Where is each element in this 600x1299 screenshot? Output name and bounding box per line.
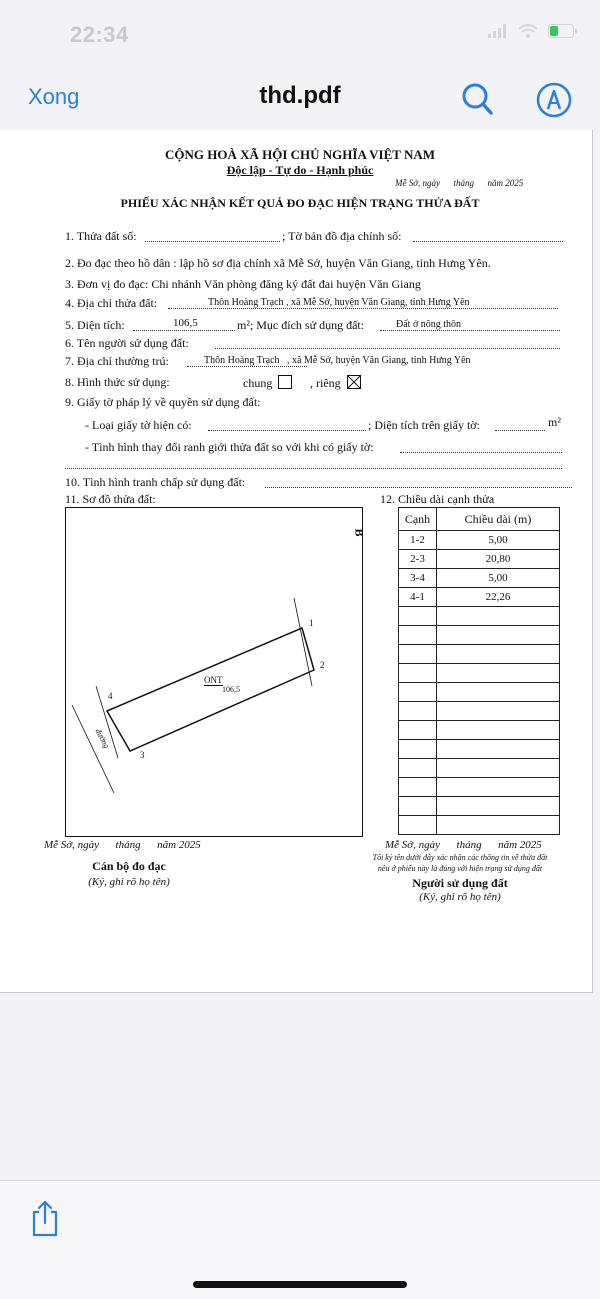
header-motto: Độc lập - Tự do - Hạnh phúc <box>226 163 374 177</box>
parcel-sketch-drawing <box>66 508 362 836</box>
shared-checkbox[interactable] <box>278 375 292 389</box>
dotted-line <box>65 468 562 469</box>
table-cell-length: 22,26 <box>437 588 560 607</box>
table-row <box>399 645 560 664</box>
parcel-sketch <box>65 507 367 837</box>
status-bar <box>0 0 600 70</box>
sign-right-title: Người sử dụng đất <box>412 876 508 890</box>
sketch-point-1: 1 <box>309 618 314 628</box>
field-survey-basis: 2. Đo đạc theo hồ dân : lập hồ sơ địa chính xã Mễ Sở, huyện Văn Giang, tỉnh Hưng Yên. <box>65 256 491 270</box>
table-cell-edge: 2-3 <box>399 550 437 569</box>
table-row <box>399 797 560 816</box>
sign-left-date: Mễ Sở, ngày tháng năm 2025 <box>44 839 201 851</box>
dotted-line <box>380 330 560 331</box>
dotted-line <box>413 241 563 242</box>
signal-icon <box>488 24 508 38</box>
dotted-line <box>208 430 366 431</box>
table-row <box>399 531 560 550</box>
dotted-line <box>145 241 280 242</box>
north-arrow-icon: B <box>352 528 367 537</box>
field-paper-area-unit: m² <box>548 415 561 429</box>
nav-bar <box>0 70 600 130</box>
sign-left-note: (Ký, ghi rõ họ tên) <box>88 876 170 888</box>
parcel-area-label: 106,5 <box>222 685 240 694</box>
field-parcel-number-label: 1. Thửa đất số: <box>65 229 137 243</box>
table-row <box>399 721 560 740</box>
table-row <box>399 550 560 569</box>
field-survey-unit: 3. Đơn vị đo đạc: Chi nhánh Văn phòng đăng ký đất đai huyện Văn Giang <box>65 277 421 291</box>
table-header-edge: Cạnh <box>399 508 437 531</box>
field-residence-value: Thôn Hoàng Trạch , xã Mễ Sở, huyện Văn Giang, tỉnh Hưng Yên <box>204 355 471 366</box>
field-residence-label: 7. Địa chỉ thường trú: <box>65 354 169 368</box>
table-header-length: Chiều dài (m) <box>437 508 560 531</box>
private-checkbox[interactable] <box>347 375 361 389</box>
dotted-line <box>168 308 558 309</box>
edge-length-table <box>398 507 560 835</box>
dotted-line <box>133 330 235 331</box>
search-icon <box>458 80 498 120</box>
sign-left-title: Cán bộ đo đạc <box>92 859 166 873</box>
sketch-point-2: 2 <box>320 660 325 670</box>
markup-button[interactable] <box>534 80 574 120</box>
field-boundary-change-label: - Tình hình thay đổi ranh giới thửa đất so với khi có giấy tờ: <box>85 440 374 454</box>
battery-icon <box>548 24 578 38</box>
header-country: CỘNG HOÀ XÃ HỘI CHỦ NGHĨA VIỆT NAM <box>164 147 436 162</box>
dotted-line <box>215 348 560 349</box>
table-row <box>399 664 560 683</box>
table-cell-length: 5,00 <box>437 531 560 550</box>
field-parcel-address-label: 4. Địa chỉ thửa đất: <box>65 296 158 310</box>
table-row <box>399 569 560 588</box>
share-button[interactable] <box>28 1199 62 1237</box>
date-top: Mễ Sở, ngày tháng năm 2025 <box>395 178 524 188</box>
field-usage-form-label: 8. Hình thức sử dụng: <box>65 375 170 389</box>
table-cell-edge: 4-1 <box>399 588 437 607</box>
table-cell-length: 5,00 <box>437 569 560 588</box>
field-area-value: 106,5 <box>173 317 198 329</box>
table-row <box>399 816 560 835</box>
usage-shared-label: chung <box>243 376 273 390</box>
sign-right-note: (Ký, ghi rõ họ tên) <box>419 891 501 903</box>
markup-icon <box>534 80 574 120</box>
sketch-point-4: 4 <box>108 691 113 701</box>
table-row <box>399 626 560 645</box>
table-row <box>399 759 560 778</box>
field-legal-papers-label: 9. Giấy tờ pháp lý về quyền sử dụng đất: <box>65 395 261 409</box>
usage-form-private <box>310 375 361 391</box>
table-cell-edge: 3-4 <box>399 569 437 588</box>
field-area-label: 5. Diện tích: <box>65 318 125 332</box>
status-icons <box>488 24 578 38</box>
field-paper-type-label: - Loại giấy tờ hiện có: <box>85 418 192 432</box>
dotted-line <box>187 366 307 367</box>
field-land-use-purpose-label: m²; Mục đích sử dụng đất: <box>237 318 365 332</box>
field-owner-name-label: 6. Tên người sử dụng đất: <box>65 336 189 350</box>
sign-right-confirm-1: Tôi ký tên dưới đây xác nhận các thông tin về thửa đất <box>372 853 548 862</box>
sign-right-confirm-2: nêu ở phiếu này là đúng với hiện trạng sử dụng đất <box>377 864 543 873</box>
dotted-line <box>495 430 545 431</box>
parcel-land-type: ONT <box>204 675 223 685</box>
table-header-row <box>399 508 560 531</box>
share-icon <box>28 1199 62 1237</box>
table-row <box>399 740 560 759</box>
bottom-toolbar <box>0 1180 600 1299</box>
table-row <box>399 607 560 626</box>
wifi-icon <box>518 24 538 38</box>
search-button[interactable] <box>458 80 498 120</box>
dotted-line <box>265 487 572 488</box>
table-cell-edge: 1-2 <box>399 531 437 550</box>
checked-mark-icon <box>348 376 360 388</box>
field-map-sheet-label: ; Tờ bản đồ địa chính số: <box>282 229 402 243</box>
document-title: thd.pdf <box>259 82 341 109</box>
field-land-use-purpose-value: Đất ở nông thôn <box>396 319 462 330</box>
pdf-page[interactable] <box>0 130 593 993</box>
table-row <box>399 702 560 721</box>
table-row <box>399 588 560 607</box>
road-label: đường <box>93 727 112 750</box>
sketch-point-3: 3 <box>140 750 145 760</box>
table-row <box>399 778 560 797</box>
table-row <box>399 683 560 702</box>
section-sketch-title: 11. Sơ đồ thửa đất: <box>65 492 156 506</box>
usage-form-shared <box>243 375 292 391</box>
usage-private-label: , riêng <box>310 376 341 390</box>
dotted-line <box>400 452 562 453</box>
done-button[interactable]: Xong <box>28 84 80 109</box>
table-cell-length: 20,80 <box>437 550 560 569</box>
field-paper-area-label: ; Diện tích trên giấy tờ: <box>368 418 480 432</box>
status-time: 22:34 <box>70 22 129 47</box>
sign-right-date: Mễ Sở, ngày tháng năm 2025 <box>385 839 542 851</box>
field-parcel-address-value: Thôn Hoàng Trạch , xã Mễ Sở, huyện Văn Giang, tỉnh Hưng Yên <box>208 297 470 308</box>
field-dispute-label: 10. Tình hình tranh chấp sử dụng đất: <box>65 475 246 489</box>
section-edge-lengths-title: 12. Chiều dài cạnh thửa <box>380 492 495 506</box>
form-title: PHIẾU XÁC NHẬN KẾT QUẢ ĐO ĐẠC HIỆN TRẠNG THỬA ĐẤT <box>120 196 480 210</box>
home-indicator[interactable] <box>193 1281 407 1288</box>
